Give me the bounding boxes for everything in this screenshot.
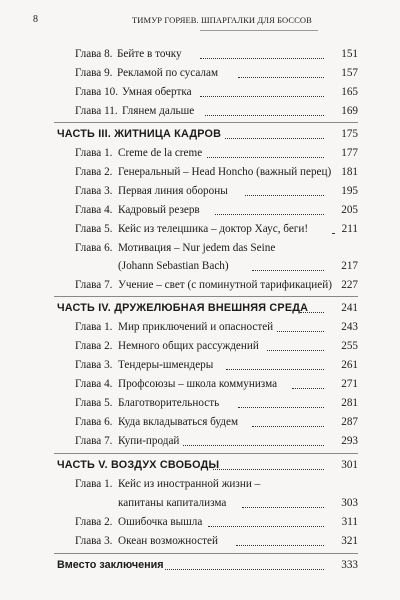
toc-entry xyxy=(0,182,400,200)
page-ref: 175 xyxy=(341,128,358,140)
toc-entry-continued xyxy=(0,257,400,275)
dot-leader xyxy=(300,312,324,313)
chapter-label: Глава 1. xyxy=(75,321,113,333)
chapter-title: Ошибочка вышла xyxy=(118,516,203,528)
chapter-label: Глава 7. xyxy=(75,435,113,447)
chapter-title: Бейте в точку xyxy=(117,48,182,60)
dot-leader xyxy=(165,569,324,570)
dot-leader xyxy=(225,138,324,139)
dot-leader xyxy=(208,526,324,527)
page-ref: 271 xyxy=(341,378,358,390)
page-ref: 293 xyxy=(341,435,358,447)
toc-entry xyxy=(0,513,400,531)
page-header xyxy=(0,6,400,34)
part-title: ЧАСТЬ IV. ДРУЖЕЛЮБНАЯ ВНЕШНЯЯ СРЕДА xyxy=(57,302,309,314)
page-number: 8 xyxy=(33,14,38,25)
chapter-title: Тендеры-шмендеры xyxy=(118,359,214,371)
chapter-label: Глава 2. xyxy=(75,516,113,528)
toc-entry xyxy=(0,432,400,450)
toc-entry xyxy=(0,532,400,550)
page-ref: 243 xyxy=(341,321,358,333)
part-title: ЧАСТЬ III. ЖИТНИЦА КАДРОВ xyxy=(57,128,222,140)
dot-leader xyxy=(252,270,324,271)
toc-entry xyxy=(0,413,400,431)
chapter-title: Учение – свет (с поминутной тарификацией) xyxy=(118,279,332,291)
toc-entry xyxy=(0,45,400,63)
toc-entry xyxy=(0,375,400,393)
page-ref: 241 xyxy=(341,302,358,314)
dot-leader xyxy=(205,115,324,116)
dot-leader xyxy=(213,469,324,470)
dot-leader xyxy=(238,407,324,408)
chapter-title: Мотивация – Nur jedem das Seine xyxy=(118,242,276,254)
chapter-title: Немного общих рассуждений xyxy=(118,340,259,352)
section-rule xyxy=(54,453,358,454)
header-rule xyxy=(200,30,318,31)
page-ref: 151 xyxy=(341,48,358,60)
page-ref: 227 xyxy=(341,279,358,291)
page-ref: 165 xyxy=(341,86,358,98)
page-ref: 205 xyxy=(341,204,358,216)
chapter-label: Глава 10. xyxy=(75,86,119,98)
toc-entry xyxy=(0,201,400,219)
toc-entry xyxy=(0,64,400,82)
page-ref: 169 xyxy=(341,105,358,117)
dot-leader xyxy=(332,233,334,234)
chapter-title: Умная обертка xyxy=(122,86,192,98)
chapter-title: Профсоюзы – школа коммунизма xyxy=(118,378,278,390)
chapter-label: Глава 7. xyxy=(75,279,113,291)
chapter-title: Куда вкладываться будем xyxy=(118,416,239,428)
toc-conclusion xyxy=(0,556,400,574)
dot-leader xyxy=(226,369,324,370)
part-title: ЧАСТЬ V. ВОЗДУХ СВОБОДЫ xyxy=(57,459,220,471)
dot-leader xyxy=(236,545,324,546)
chapter-label: Глава 1. xyxy=(75,147,113,159)
section-rule xyxy=(54,553,358,554)
page-ref: 301 xyxy=(341,459,358,471)
chapter-label: Глава 3. xyxy=(75,535,113,547)
dot-leader xyxy=(207,157,324,158)
page-ref: 217 xyxy=(341,260,358,272)
page-ref: 303 xyxy=(341,497,358,509)
chapter-title: Кадровый резерв xyxy=(118,204,200,216)
conclusion-title: Вместо заключения xyxy=(57,559,164,571)
toc-entry xyxy=(0,220,400,238)
running-head: ТИМУР ГОРЯЕВ. ШПАРГАЛКИ ДЛЯ БОССОВ xyxy=(132,15,312,25)
toc-entry xyxy=(0,239,400,257)
page-ref: 281 xyxy=(341,397,358,409)
toc-entry xyxy=(0,318,400,336)
toc-part-heading xyxy=(0,456,400,474)
dot-leader xyxy=(183,445,324,446)
section-rule xyxy=(54,122,358,123)
toc-entry xyxy=(0,163,400,181)
toc-part-heading xyxy=(0,125,400,143)
chapter-title: Благотворительность xyxy=(118,397,220,409)
chapter-label: Глава 9. xyxy=(75,67,113,79)
chapter-title: Океан возможностей xyxy=(118,535,218,547)
chapter-title: Генеральный – Head Honcho (важный перец) xyxy=(118,166,332,178)
dot-leader xyxy=(245,195,324,196)
chapter-label: Глава 3. xyxy=(75,185,113,197)
page-ref: 181 xyxy=(341,166,358,178)
chapter-label: Глава 3. xyxy=(75,359,113,371)
chapter-title-continued: (Johann Sebastian Bach) xyxy=(118,260,229,272)
section-rule xyxy=(54,296,358,297)
chapter-label: Глава 6. xyxy=(75,416,113,428)
chapter-title: Мир приключений и опасностей xyxy=(118,321,274,333)
toc-entry xyxy=(0,475,400,493)
chapter-title: Creme de la creme xyxy=(118,147,203,159)
toc-entry-continued xyxy=(0,494,400,512)
chapter-label: Глава 5. xyxy=(75,223,113,235)
toc-entry xyxy=(0,394,400,412)
dot-leader xyxy=(277,331,324,332)
toc-part-heading xyxy=(0,299,400,317)
chapter-title: Кейс из телецшика – доктор Хаус, беги! xyxy=(118,223,309,235)
dot-leader xyxy=(238,77,324,78)
chapter-label: Глава 5. xyxy=(75,397,113,409)
dot-leader xyxy=(252,426,324,427)
chapter-label: Глава 6. xyxy=(75,242,113,254)
toc-entry xyxy=(0,276,400,294)
dot-leader xyxy=(200,58,324,59)
dot-leader xyxy=(200,96,324,97)
page-ref: 287 xyxy=(341,416,358,428)
chapter-title-continued: капитаны капитализма xyxy=(118,497,227,509)
chapter-label: Глава 8. xyxy=(75,48,113,60)
chapter-label: Глава 4. xyxy=(75,378,113,390)
chapter-title: Глянем дальше xyxy=(122,105,195,117)
page-ref: 255 xyxy=(341,340,358,352)
page-ref: 321 xyxy=(341,535,358,547)
dot-leader xyxy=(292,388,324,389)
chapter-label: Глава 2. xyxy=(75,340,113,352)
chapter-label: Глава 2. xyxy=(75,166,113,178)
chapter-title: Купи-продай xyxy=(118,435,180,447)
page-ref: 333 xyxy=(341,559,358,571)
toc-entry xyxy=(0,102,400,120)
toc-entry xyxy=(0,356,400,374)
chapter-title: Рекламой по сусалам xyxy=(117,67,219,79)
page-ref: 211 xyxy=(341,223,358,235)
toc-entry xyxy=(0,83,400,101)
toc-entry xyxy=(0,144,400,162)
page-ref: 157 xyxy=(341,67,358,79)
dot-leader xyxy=(215,214,324,215)
chapter-label: Глава 4. xyxy=(75,204,113,216)
chapter-label: Глава 11. xyxy=(75,105,118,117)
page-ref: 195 xyxy=(341,185,358,197)
chapter-label: Глава 1. xyxy=(75,478,113,490)
dot-leader xyxy=(242,507,324,508)
chapter-title: Первая линия обороны xyxy=(118,185,228,197)
chapter-title: Кейс из иностранной жизни – xyxy=(118,478,261,490)
page-ref: 311 xyxy=(341,516,358,528)
dot-leader xyxy=(267,350,324,351)
page-ref: 177 xyxy=(341,147,358,159)
page-ref: 261 xyxy=(341,359,358,371)
toc-entry xyxy=(0,337,400,355)
